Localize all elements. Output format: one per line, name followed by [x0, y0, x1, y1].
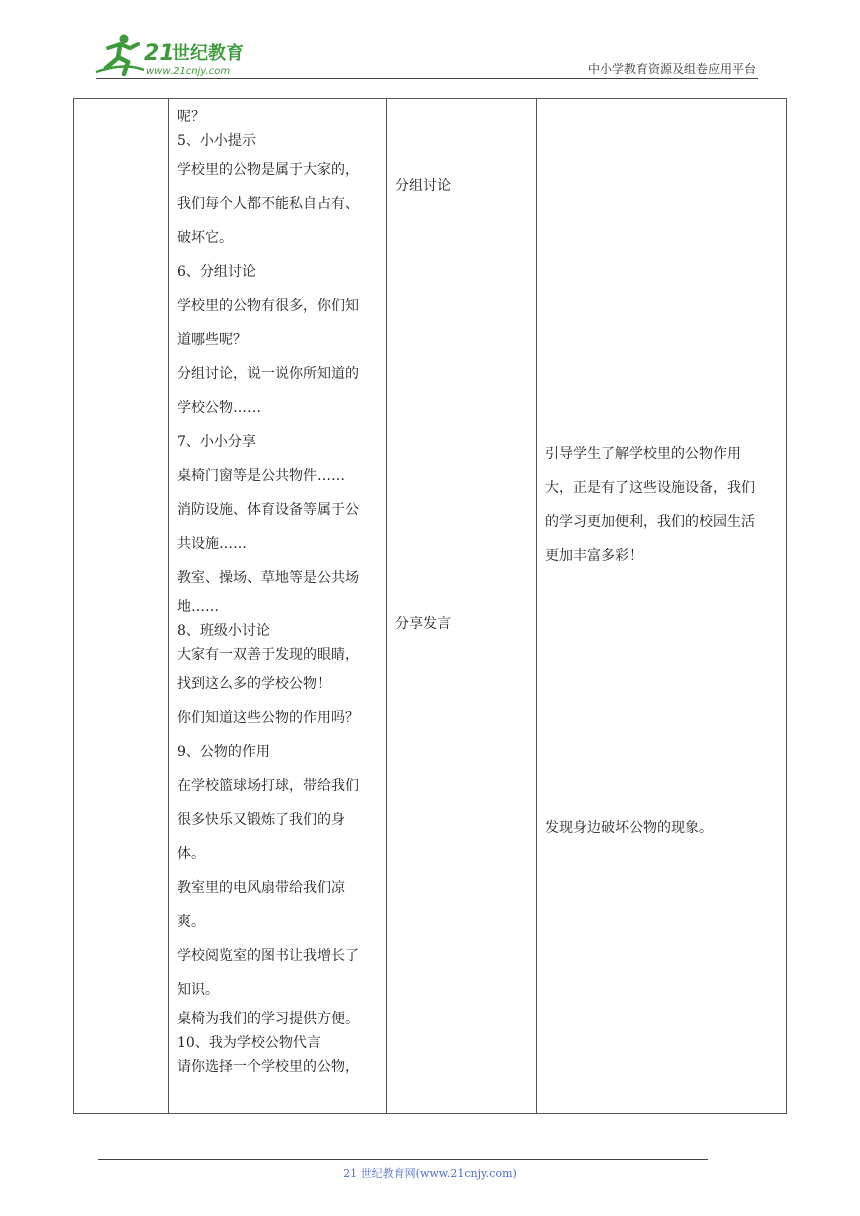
- column-3-cell: [387, 99, 537, 1114]
- column-2-cell: [169, 99, 387, 1114]
- section-heading: 5、小小提示: [177, 133, 256, 149]
- text-line: 爽。: [177, 914, 205, 930]
- text-line: 找到这么多的学校公物！: [177, 676, 331, 692]
- design-intent: [537, 99, 786, 1113]
- text-line: 你们知道这些公物的作用吗？: [177, 710, 359, 726]
- lesson-table: [73, 98, 787, 1114]
- section-heading: 7、小小分享: [177, 434, 256, 450]
- text-line: 道哪些呢？: [177, 332, 247, 348]
- text-line: 桌椅为我们的学习提供方便。: [177, 1011, 359, 1027]
- page-header: [0, 0, 860, 90]
- text-line: 教室里的电风扇带给我们凉: [177, 880, 345, 896]
- text-line: 知识。: [177, 982, 219, 998]
- text-line: 很多快乐又锻炼了我们的身: [177, 812, 345, 828]
- footer-divider: [98, 1159, 708, 1160]
- section-heading: 9、公物的作用: [177, 744, 270, 760]
- text-line: 破坏它。: [177, 230, 233, 246]
- text-line: 地……: [177, 599, 219, 615]
- table-row: [74, 99, 787, 1114]
- column-4-cell: [537, 99, 787, 1114]
- footer-text: 21 世纪教育网(www.21cnjy.com): [343, 1167, 517, 1180]
- text-line: 消防设施、体育设备等属于公: [177, 502, 359, 518]
- text-line: 共设施……: [177, 536, 247, 552]
- site-logo: [94, 32, 264, 78]
- text-line: 体。: [177, 846, 205, 862]
- text-line: 大家有一双善于发现的眼睛，: [177, 647, 359, 663]
- text-line: 教室、操场、草地等是公共场: [177, 570, 359, 586]
- text-line: 请你选择一个学校里的公物，: [177, 1059, 359, 1075]
- header-divider: [96, 78, 758, 79]
- svg-text:21: 21: [144, 41, 175, 66]
- text-line: 更加丰富多彩！: [545, 548, 643, 564]
- section-heading: 8、班级小讨论: [177, 623, 270, 639]
- activity-group-discussion: 分组讨论: [395, 178, 451, 194]
- text-line: 大，正是有了这些设施设备，我们: [545, 480, 755, 496]
- text-line: 学校公物……: [177, 400, 261, 416]
- intent-block-1: [545, 437, 777, 573]
- text-line: 学校阅览室的图书让我增长了: [177, 948, 359, 964]
- text-line: 在学校篮球场打球，带给我们: [177, 778, 359, 794]
- svg-text:www.21cnjy.com: www.21cnjy.com: [146, 66, 231, 77]
- teaching-content: [169, 99, 386, 1079]
- text-line: 呢？: [177, 109, 205, 125]
- column-1-cell: [74, 99, 169, 1114]
- text-line: 我们每个人都不能私自占有、: [177, 196, 359, 212]
- text-line: 分组讨论，说一说你所知道的: [177, 366, 359, 382]
- text-line: 的学习更加便利，我们的校园生活: [545, 514, 755, 530]
- activity-share-speech: 分享发言: [395, 616, 451, 632]
- section-heading: 10、我为学校公物代言: [177, 1035, 321, 1051]
- text-line: 学校里的公物是属于大家的，: [177, 162, 359, 178]
- text-line: 学校里的公物有很多，你们知: [177, 298, 359, 314]
- intent-block-2: 发现身边破坏公物的现象。: [545, 820, 713, 836]
- platform-name: 中小学教育资源及组卷应用平台: [587, 62, 756, 76]
- section-heading: 6、分组讨论: [177, 264, 256, 280]
- svg-text:世纪教育: 世纪教育: [172, 43, 244, 64]
- text-line: 桌椅门窗等是公共物件……: [177, 468, 345, 484]
- student-activity: [387, 99, 536, 1113]
- text-line: 引导学生了解学校里的公物作用: [545, 446, 741, 462]
